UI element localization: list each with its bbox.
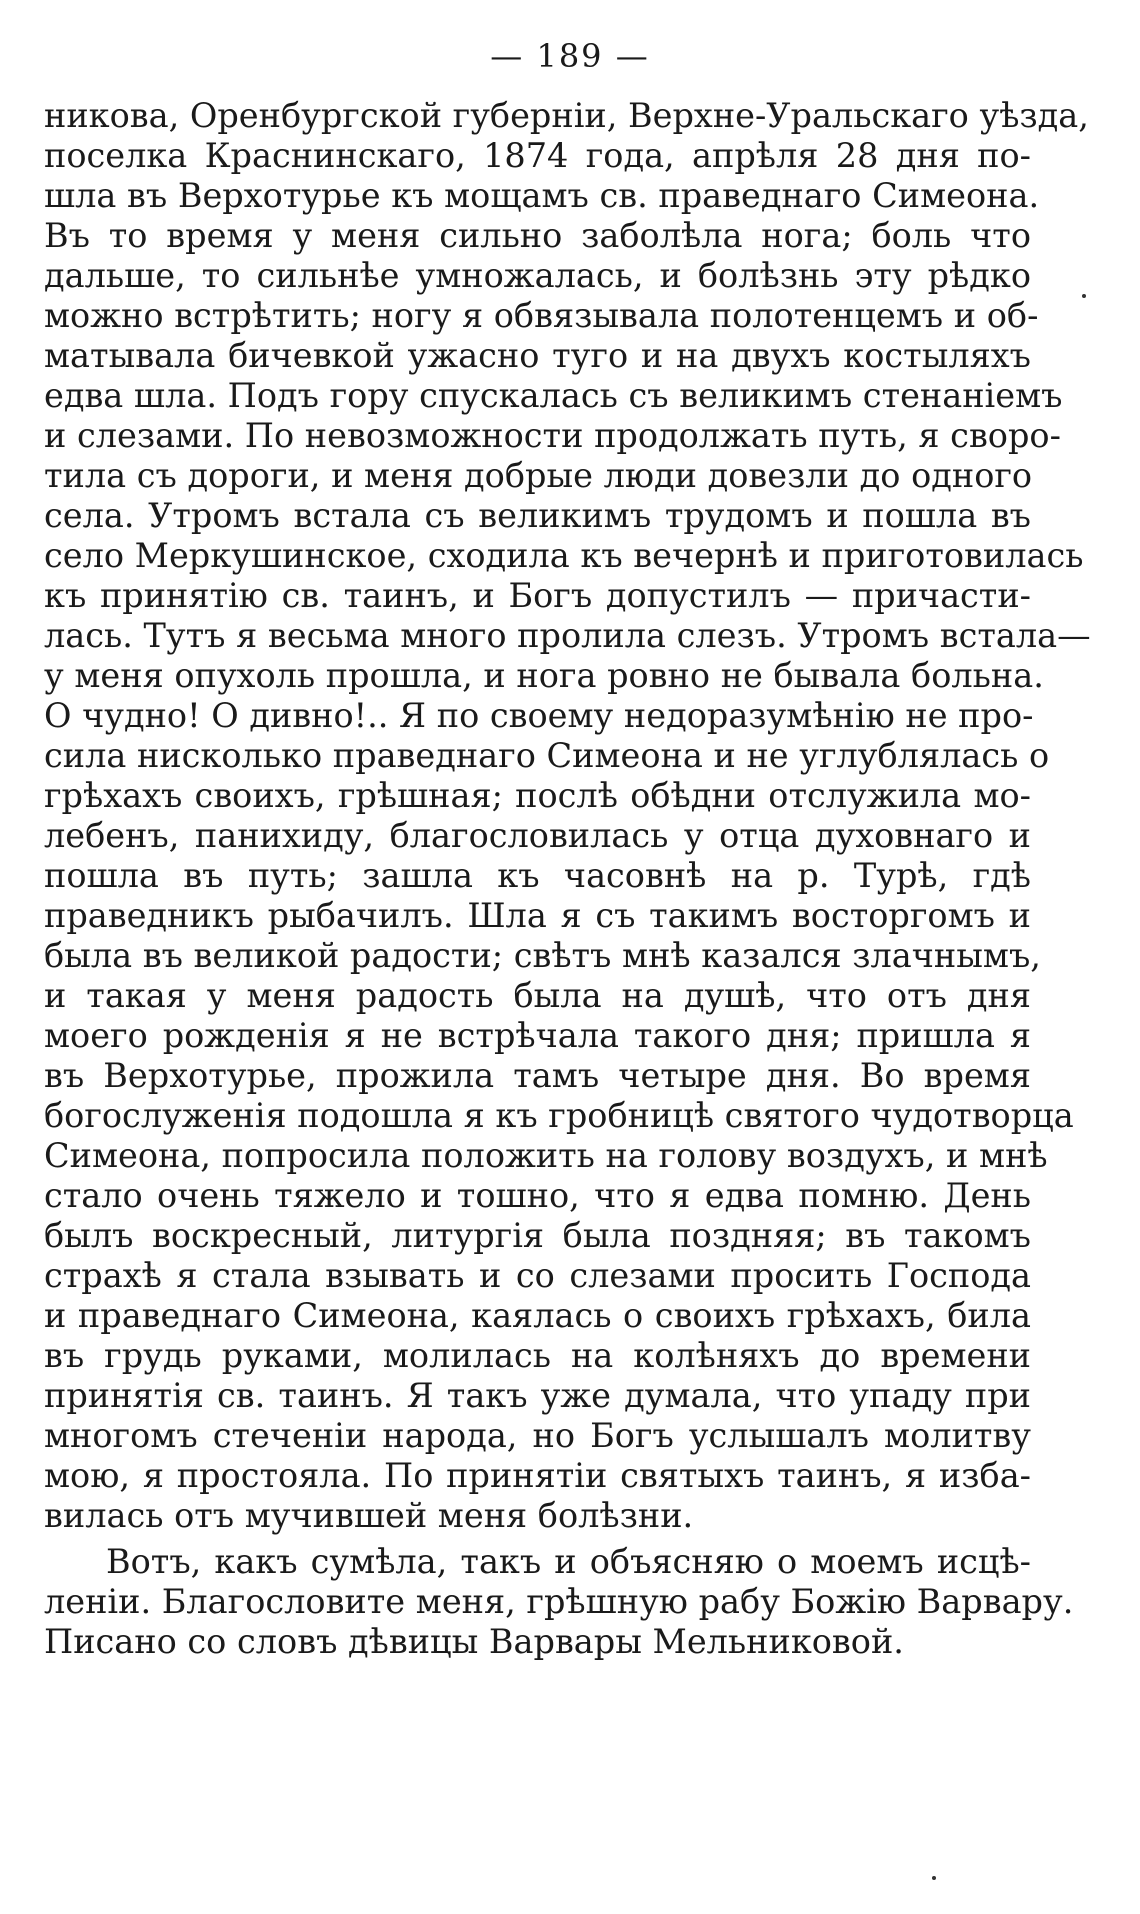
text-line: дальше, то сильнѣе умножалась, и болѣзнь эту рѣдко <box>44 256 1031 295</box>
text-line: и праведнаго Симеона, каялась о своихъ грѣхахъ, била <box>44 1296 1031 1335</box>
text-line: Въ то время у меня сильно заболѣла нога; боль что <box>44 216 1031 255</box>
text-line: стало очень тяжело и тошно, что я едва помню. День <box>44 1176 1031 1215</box>
text-line: и слезами. По невозможности продолжать путь, я сворo- <box>44 416 1061 455</box>
text-line: едва шла. Подъ гору спускалась съ великимъ стенаніемъ <box>44 376 1063 415</box>
text-line: лебенъ, панихиду, благословилась у отца духовнаго и <box>44 816 1031 855</box>
paragraph-1 <box>44 96 1091 1536</box>
text-line: матывала бичевкой ужасно туго и на двухъ костыляхъ <box>44 336 1031 375</box>
text-line: шла въ Верхотурье къ мощамъ св. праведнаго Симеона. <box>44 176 1040 215</box>
text-line: страхѣ я стала взывать и со слезами просить Господа <box>44 1256 1031 1295</box>
text-line: поселка Краснинскаго, 1874 года, апрѣля 28 дня по- <box>44 136 1031 175</box>
paragraph-2 <box>44 1542 1074 1662</box>
text-line: въ Верхотурье, прожила тамъ четыре дня. Во время <box>44 1056 1031 1095</box>
text-line: къ принятію св. таинъ, и Богъ допустилъ — причасти- <box>44 576 1031 615</box>
text-line: былъ воскресный, литургія была поздняя; въ такомъ <box>44 1216 1031 1255</box>
scan-speck <box>932 1876 936 1880</box>
text-line: богослуженія подошла я къ гробницѣ святого чудотворца <box>44 1096 1074 1135</box>
text-line: моего рожденія я не встрѣчала такого дня; пришла я <box>44 1016 1031 1055</box>
text-line: у меня опухоль прошла, и нога ровно не бывала больна. <box>44 656 1044 695</box>
text-line: вилась отъ мучившей меня болѣзни. <box>44 1496 694 1535</box>
text-line: и такая у меня радость была на душѣ, что отъ дня <box>44 976 1031 1015</box>
text-line: пошла въ путь; зашла къ часовнѣ на р. Турѣ, гдѣ <box>44 856 1031 895</box>
text-line: сила нисколько праведнаго Симеона и не углублялась о <box>44 736 1050 775</box>
text-line: Симеона, попросила положить на голову воздухъ, и мнѣ <box>44 1136 1048 1175</box>
text-line: праведникъ рыбачилъ. Шла я съ такимъ восторгомъ и <box>44 896 1031 935</box>
text-line: тила съ дороги, и меня добрые люди довезли до одного <box>44 456 1033 495</box>
text-line: лась. Тутъ я весьма много пролила слезъ. Утромъ встала— <box>44 616 1091 655</box>
text-line: О чудно! О дивно!.. Я по своему недоразумѣнію не про- <box>44 696 1034 735</box>
text-line: многомъ стеченіи народа, но Богъ услышалъ молитву <box>44 1416 1031 1455</box>
text-line: село Меркушинское, сходила къ вечернѣ и приготовилась <box>44 536 1084 575</box>
body-text <box>44 96 1091 1662</box>
text-line: можно встрѣтить; ногу я обвязывала полотенцемъ и об- <box>44 296 1039 335</box>
text-line: Вотъ, какъ сумѣла, такъ и объясняю о моемъ исцѣ- <box>106 1542 1031 1581</box>
text-line: грѣхахъ своихъ, грѣшная; послѣ обѣдни отслужила мо- <box>44 776 1031 815</box>
text-line: села. Утромъ встала съ великимъ трудомъ и пошла въ <box>44 496 1031 535</box>
text-line: была въ великой радости; свѣтъ мнѣ казался злачнымъ, <box>44 936 1041 975</box>
text-line: никова, Оренбургской губерніи, Верхне-Уральскаго уѣзда, <box>44 96 1089 135</box>
text-line: леніи. Благословите меня, грѣшную рабу Божію Варвару. <box>44 1582 1074 1621</box>
scan-speck <box>1082 294 1086 298</box>
page-number: — 189 — <box>490 37 650 75</box>
text-line: Писано со словъ дѣвицы Варвары Мельниковой. <box>44 1622 904 1661</box>
text-line: принятія св. таинъ. Я такъ уже думала, что упаду при <box>44 1376 1031 1415</box>
text-line: мою, я простояла. По принятіи святыхъ таинъ, я изба- <box>44 1456 1031 1495</box>
text-line: въ грудь руками, молилась на колѣняхъ до времени <box>44 1336 1031 1375</box>
